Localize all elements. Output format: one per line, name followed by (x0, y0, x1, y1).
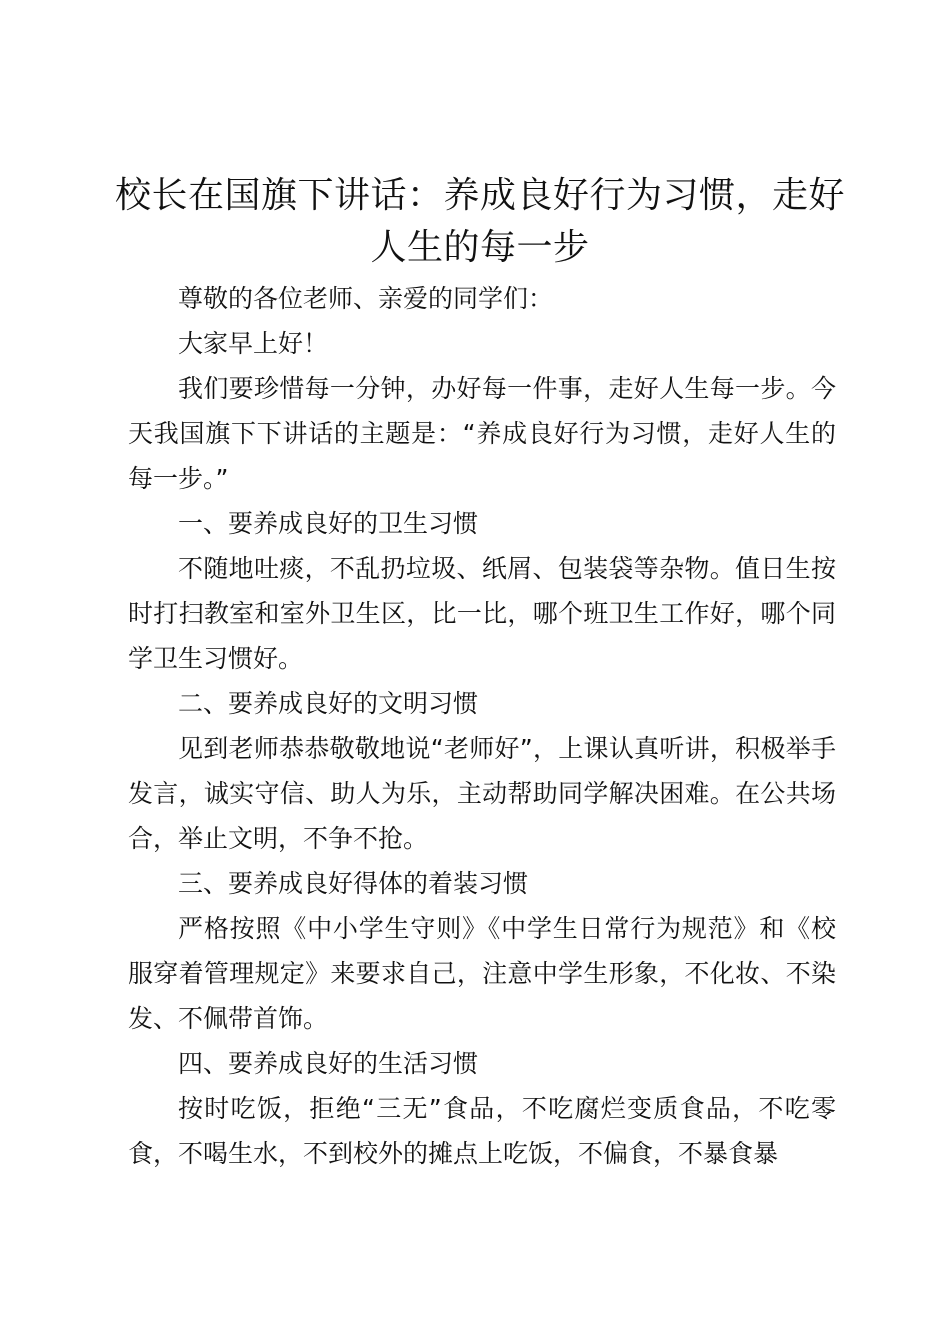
section-heading-dress: 三、要养成良好得体的着装习惯 (178, 869, 529, 898)
document-body (128, 276, 836, 1176)
salutation: 尊敬的各位老师、亲爱的同学们： (178, 284, 554, 313)
section-heading-civility: 二、要养成良好的文明习惯 (178, 689, 479, 718)
dress-paragraph: 严格按照《中小学生守则》《中学生日常行为规范》和《校服穿着管理规定》来要求自己，注意中学生形象，不化妆、不染发、不佩带首饰。 (128, 914, 836, 1033)
lifestyle-paragraph: 按时吃饭，拒绝“三无”食品，不吃腐烂变质食品，不吃零食，不喝生水，不到校外的摊点上吃饭，不偏食，不暴食暴 (128, 1094, 836, 1168)
civility-paragraph: 见到老师恭恭敬敬地说“老师好”，上课认真听讲，积极举手发言，诚实守信、助人为乐，主动帮助同学解决困难。在公共场合，举止文明，不争不抢。 (128, 734, 836, 853)
greeting: 大家早上好！ (178, 329, 329, 358)
hygiene-paragraph: 不随地吐痰，不乱扔垃圾、纸屑、包装袋等杂物。值日生按时打扫教室和室外卫生区，比一比，哪个班卫生工作好，哪个同学卫生习惯好。 (128, 554, 836, 673)
intro-paragraph: 我们要珍惜每一分钟，办好每一件事，走好人生每一步。今天我国旗下下讲话的主题是：“养成良好行为习惯，走好人生的每一步。” (128, 374, 836, 493)
section-heading-hygiene: 一、要养成良好的卫生习惯 (178, 509, 479, 538)
document-title: 校长在国旗下讲话：养成良好行为习惯，走好人生的每一步 (114, 175, 845, 268)
section-heading-lifestyle: 四、要养成良好的生活习惯 (178, 1049, 479, 1078)
